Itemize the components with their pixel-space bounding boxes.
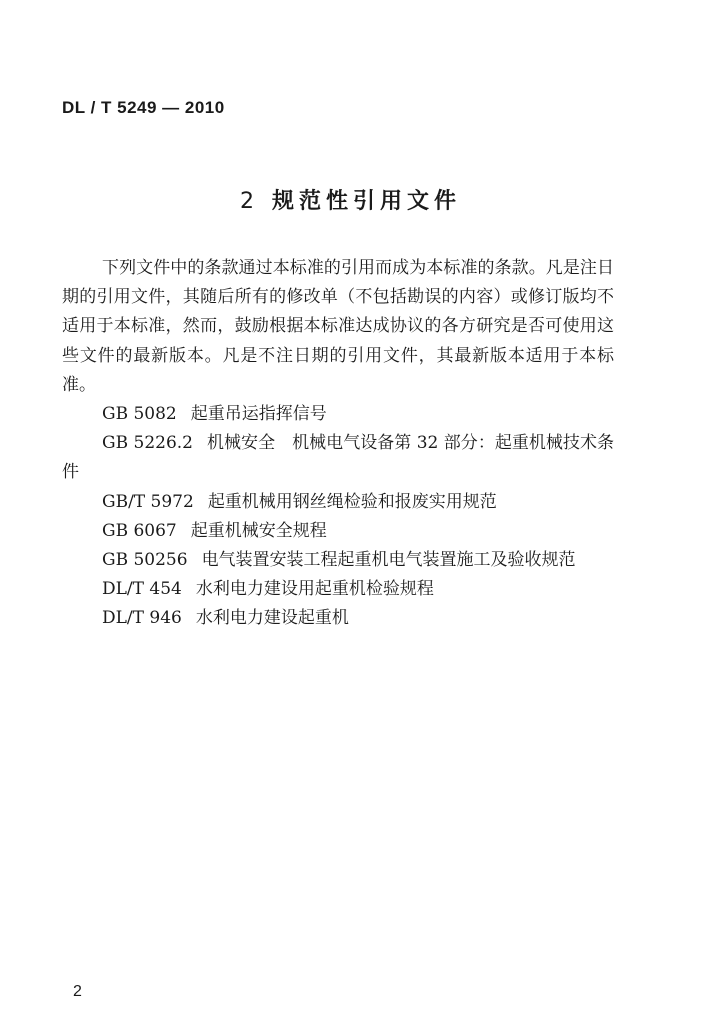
page-number: 2	[73, 983, 82, 1000]
reference-code: DL/T 454	[102, 579, 182, 600]
reference-code: GB 50256	[102, 550, 188, 571]
reference-item	[62, 429, 614, 487]
reference-title: 水利电力建设起重机	[195, 608, 349, 629]
reference-item	[62, 488, 614, 517]
reference-title: 水利电力建设用起重机检验规程	[195, 579, 434, 600]
reference-item	[62, 400, 614, 429]
reference-code: GB 6067	[102, 520, 177, 541]
reference-code: DL/T 946	[102, 608, 182, 629]
reference-title: 机械安全 机械电气设备第 32 部分：起重机械技术条件	[62, 433, 614, 483]
section-number: 2	[239, 189, 254, 214]
section-body	[62, 254, 614, 634]
reference-item	[62, 575, 614, 604]
reference-item	[62, 604, 614, 633]
section-title: 规范性引用文件	[271, 189, 461, 214]
document-code: DL / T 5249 — 2010	[62, 98, 225, 117]
reference-code: GB/T 5972	[102, 491, 194, 512]
reference-title: 起重机械安全规程	[190, 520, 327, 541]
reference-title: 起重机械用钢丝绳检验和报废实用规范	[207, 491, 497, 512]
reference-item	[62, 517, 614, 546]
reference-title: 电气装置安装工程起重机电气装置施工及验收规范	[201, 550, 576, 571]
reference-title: 起重吊运指挥信号	[190, 404, 327, 425]
reference-item	[62, 546, 614, 575]
intro-paragraph: 下列文件中的条款通过本标准的引用而成为本标准的条款。凡是注日期的引用文件，其随后所有的修改单（不包括勘误的内容）或修订版均不适用于本标准，然而，鼓励根据本标准达成协议的各方研究是否可使用这些文件的最新版本。凡是不注日期的引用文件，其最新版本适用于本标准。	[62, 258, 614, 395]
reference-code: GB 5226.2	[102, 433, 193, 454]
section-heading	[0, 184, 701, 215]
reference-code: GB 5082	[102, 404, 177, 425]
